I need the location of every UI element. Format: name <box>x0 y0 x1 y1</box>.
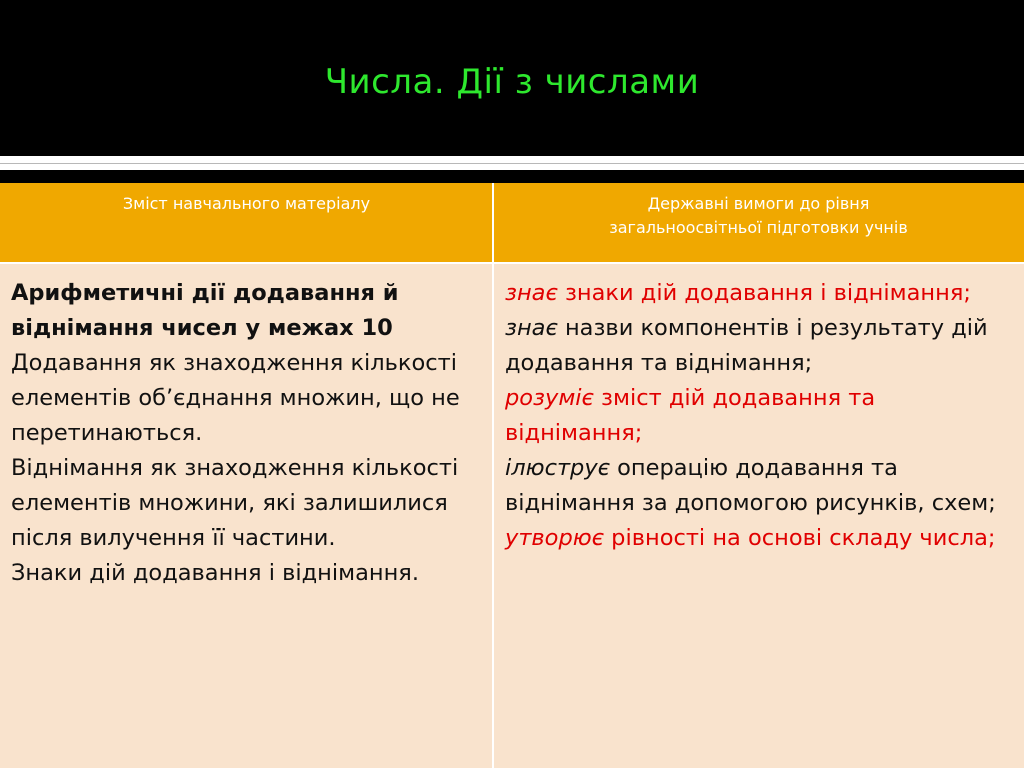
requirement-text: назви компонентів і результату дій додавання та віднімання; <box>505 315 988 376</box>
header-cell-content <box>0 183 493 262</box>
requirement-item <box>505 311 1016 381</box>
content-cell <box>0 264 493 768</box>
divider-line <box>0 163 1024 164</box>
header-label-requirements-line1: Державні вимоги до рівня <box>647 194 870 213</box>
requirement-item <box>505 381 1016 451</box>
requirement-verb: знає <box>505 280 558 306</box>
slide-title: Числа. Дії з числами <box>324 62 700 102</box>
table-header-row <box>0 183 1024 264</box>
requirement-text: операцію додавання та віднімання за допомогою рисунків, схем; <box>505 455 996 516</box>
table-body-row <box>0 264 1024 768</box>
curriculum-table <box>0 183 1024 768</box>
requirement-verb: утворює <box>505 525 605 551</box>
requirement-verb: ілюструє <box>505 455 610 481</box>
requirement-text: знаки дій додавання і віднімання; <box>557 280 971 306</box>
content-heading: Арифметичні дії додавання й віднімання чисел у межах 10 <box>11 280 399 341</box>
content-paragraph: Знаки дій додавання і віднімання. <box>11 560 419 586</box>
requirement-item <box>505 276 1016 311</box>
requirement-verb: знає <box>505 315 558 341</box>
requirements-cell <box>494 264 1024 768</box>
content-paragraph: Віднімання як знаходження кількості елементів множини, які залишилися після вилучення її частини. <box>11 455 459 551</box>
column-separator <box>492 183 494 768</box>
requirement-text: рівності на основі складу числа; <box>604 525 996 551</box>
header-cell-requirements <box>493 183 1024 262</box>
title-divider <box>0 156 1024 170</box>
requirement-verb: розуміє <box>505 385 594 411</box>
requirement-item <box>505 451 1016 521</box>
header-label-requirements-line2: загальноосвітньої підготовки учнів <box>609 218 908 237</box>
header-label-content: Зміст навчального матеріалу <box>122 194 371 213</box>
requirement-item <box>505 521 1016 556</box>
requirement-text: зміст дій додавання та віднімання; <box>505 385 876 446</box>
content-paragraph: Додавання як знаходження кількості елементів об’єднання множин, що не перетинаються. <box>11 350 460 446</box>
